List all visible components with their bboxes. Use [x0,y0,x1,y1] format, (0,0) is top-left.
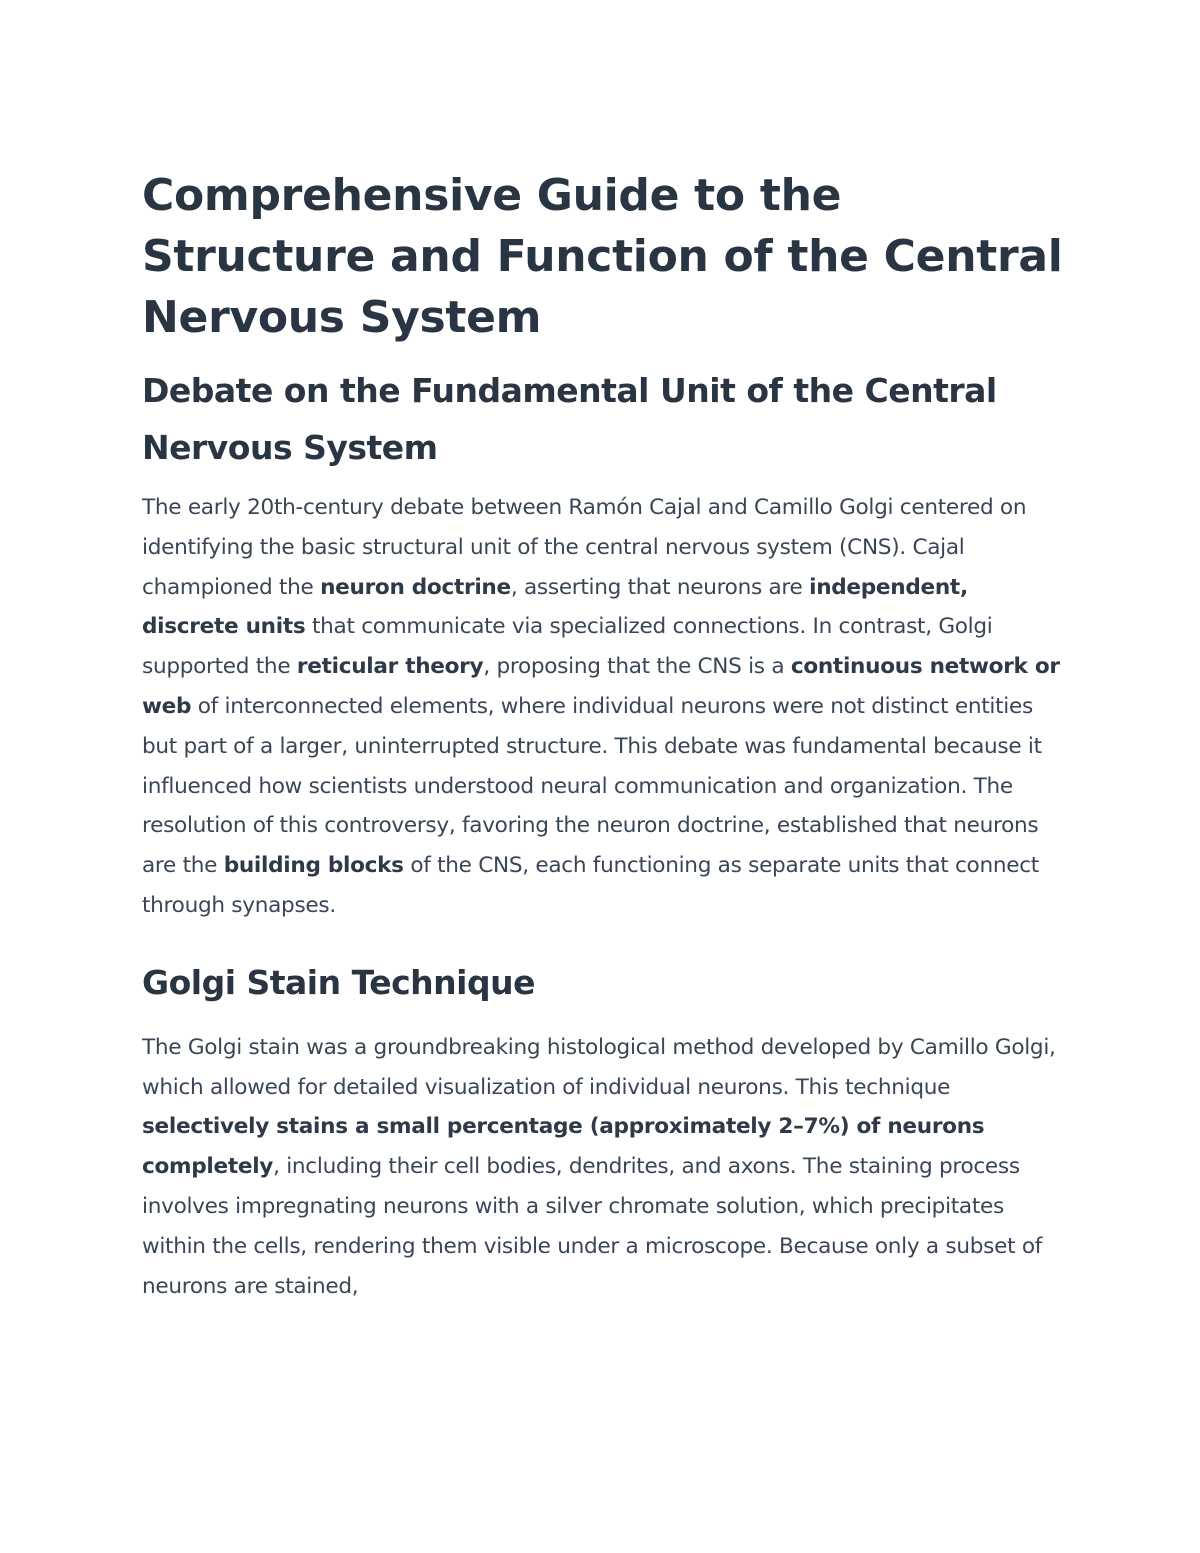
text-run: , including their cell bodies, dendrites, and axons. The staining process involves impregnating neurons with a silver chromate solution, which precipitates within the cells, rendering them visible under a microscope. Because only a subset of neurons are stained, [142,1154,1043,1299]
bold-selective-staining: selectively stains a small percentage (approximately 2–7%) of neurons completely [142,1114,985,1180]
text-run: , proposing that the CNS is a [483,654,791,680]
paragraph-debate [142,488,1067,926]
text-run: The Golgi stain was a groundbreaking histological method developed by Camillo Golgi, which allowed for detailed visualization of individual neurons. This technique [142,1034,1056,1100]
bold-building-blocks: building blocks [223,853,404,879]
section-heading-debate: Debate on the Fundamental Unit of the Central Nervous System [142,371,997,467]
text-run: that communicate via specialized connections. In contrast, Golgi supported the [142,614,993,680]
text-run: , asserting that neurons are [510,574,810,600]
paragraph-golgi-stain [142,1028,1067,1307]
bold-continuous-network: continuous network or web [142,654,1060,719]
bold-neuron-doctrine: neuron doctrine [320,574,511,600]
document-page [142,165,1067,1306]
document-title: Comprehensive Guide to the Structure and Function of the Central Nervous System [142,170,1063,343]
bold-reticular-theory: reticular theory [296,654,484,680]
text-run: The early 20th-century debate between Ramón Cajal and Camillo Golgi centered on identifying the basic structural unit of the central nervous system (CNS). Cajal championed the [142,495,1027,600]
section-heading-golgi-stain: Golgi Stain Technique [142,962,535,1002]
text-run: of interconnected elements, where individual neurons were not distinct entities but part of a larger, uninterrupted structure. This debate was fundamental because it influenced how scientists understood neural communication and organization. The resolution of this controversy, favoring the neuron doctrine, established that neurons are the [142,693,1042,879]
text-run: of the CNS, each functioning as separate units that connect through synapses. [142,853,1039,918]
bold-independent-units: independent, discrete units [142,574,968,640]
